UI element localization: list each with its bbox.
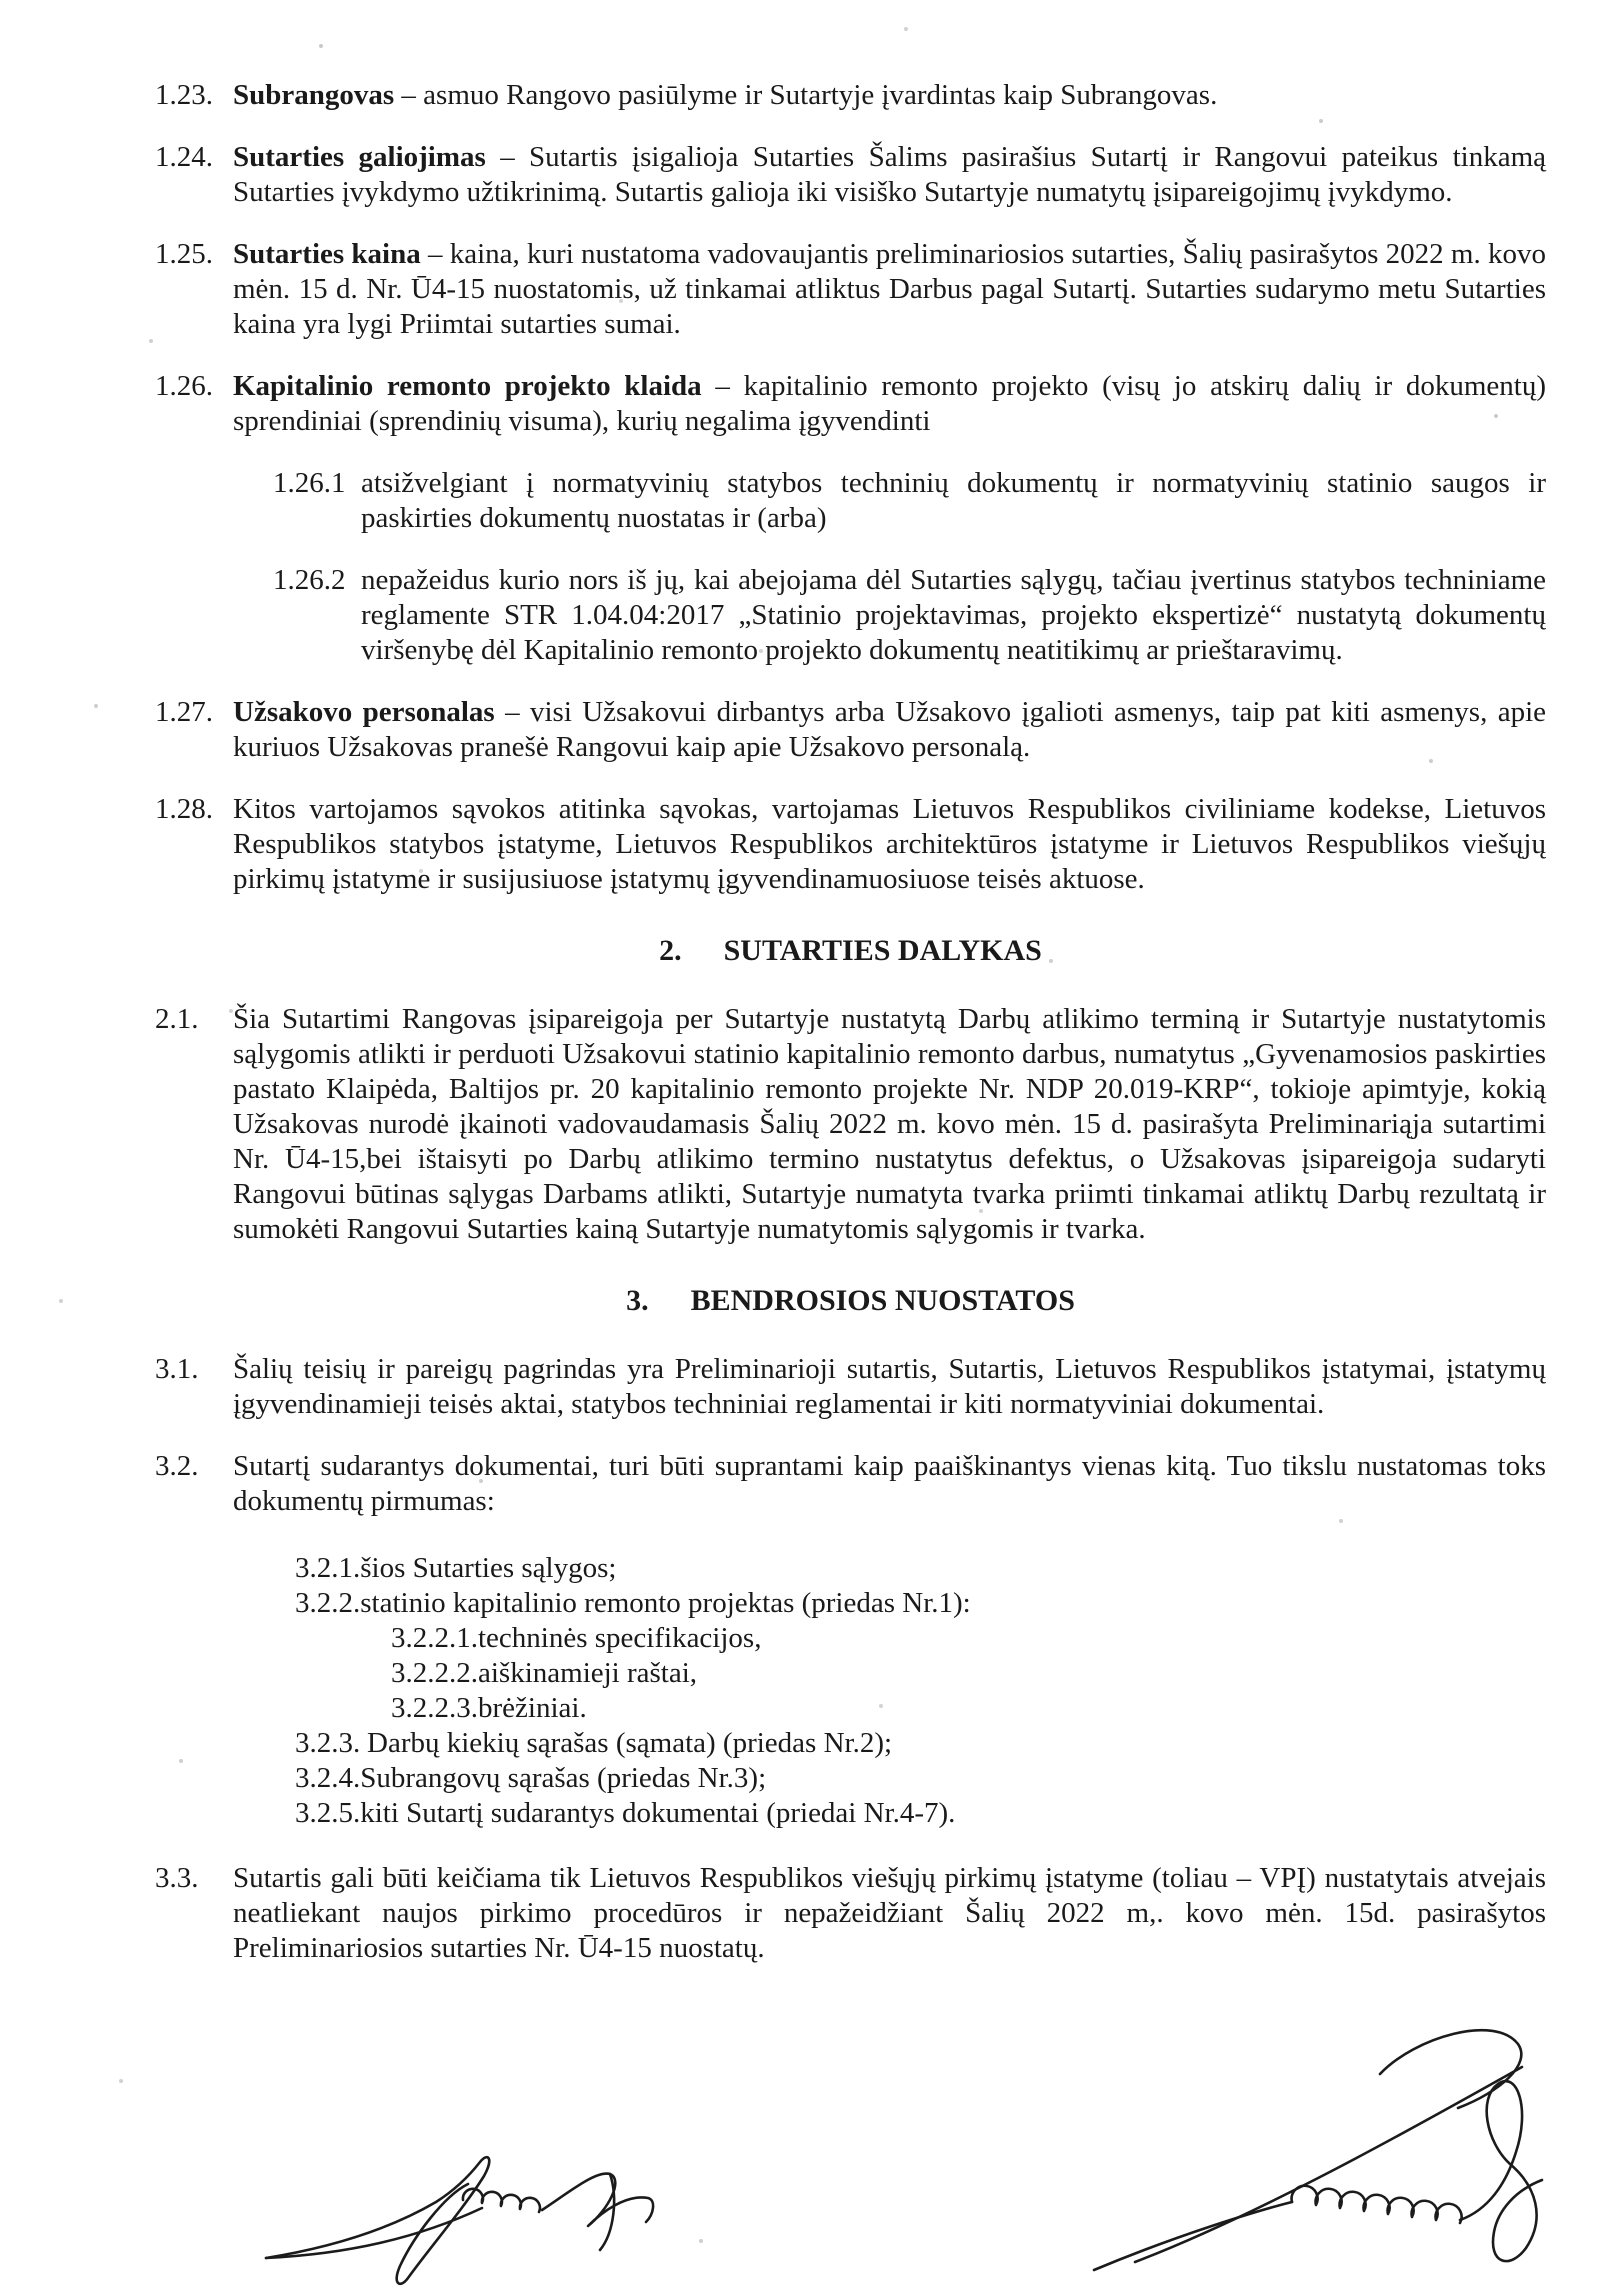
clause-text: – visi Užsakovui dirbantys arba Užsakovo įgalioti asmenys, taip pat kiti asmenys, apie kuriuos Užsakovas pranešė Rangovui kaip apie Užsakovo personalą. <box>233 696 1547 763</box>
list-item-3-2-3 <box>295 1726 1546 1761</box>
clause-1-24 <box>155 140 1546 210</box>
clause-number: 3.2. <box>155 1450 199 1482</box>
clause-3-2 <box>155 1449 1546 1519</box>
clause-text: Kitos vartojamos sąvokos atitinka sąvokas, vartojamas Lietuvos Respublikos civiliniame kodekse, Lietuvos Respublikos statybos įstatyme, Lietuvos Respublikos architektūros įstatyme ir Lietuvos Respublikos viešųjų pirkimų įstatyme ir susijusiuose įstatymų įgyvendinamuosiuose teisės aktuose. <box>233 793 1546 895</box>
defined-term: Subrangovas <box>233 79 395 111</box>
list-item-text: aiškinamieji raštai, <box>478 1657 698 1689</box>
clause-1-26-2 <box>273 563 1546 668</box>
clause-3-1 <box>155 1352 1546 1422</box>
list-item-3-2-2-3 <box>391 1691 1546 1726</box>
clause-number: 3.3. <box>155 1862 199 1894</box>
list-item-text: kiti Sutartį sudarantys dokumentai (priedai Nr.4-7). <box>360 1797 956 1829</box>
list-item-text: techninės specifikacijos, <box>478 1622 762 1654</box>
clause-number: 1.24. <box>155 141 213 173</box>
clause-text: – Sutartis įsigalioja Sutarties Šalims pasirašius Sutartį ir Rangovui pateikus tinkamą Sutarties įvykdymo užtikrinimą. Sutartis galioja iki visiško Sutartyje numatytų įsipareigojimų įvykdymo. <box>233 141 1547 208</box>
signature-right-icon <box>1080 2012 1580 2287</box>
clause-number: 2.1. <box>155 1003 199 1035</box>
list-item-3-2-2-1 <box>391 1621 1546 1656</box>
clause-text: – asmuo Rangovo pasiūlyme ir Sutartyje įvardintas kaip Subrangovas. <box>401 79 1218 111</box>
clause-text: – kapitalinio remonto projekto (visų jo atskirų dalių ir dokumentų) sprendiniai (sprendinių visuma), kurių negalima įgyvendinti <box>233 370 1546 437</box>
list-item-number: 3.2.4. <box>295 1762 361 1794</box>
section-title: SUTARTIES DALYKAS <box>723 934 1042 967</box>
list-item-3-2-1 <box>295 1551 1546 1586</box>
section-heading-2 <box>155 933 1546 968</box>
clause-number: 1.27. <box>155 696 213 728</box>
clause-1-28 <box>155 792 1546 897</box>
clause-number: 1.28. <box>155 793 213 825</box>
clause-number: 3.1. <box>155 1353 199 1385</box>
clause-1-26-1 <box>273 466 1546 536</box>
list-item-number: 3.2.3. <box>295 1727 361 1759</box>
list-item-3-2-2-2 <box>391 1656 1546 1691</box>
clause-text: nepažeidus kurio nors iš jų, kai abejojama dėl Sutarties sąlygų, tačiau įvertinus statybos techniniame reglamente STR 1.04.04:2017 „Statinio projektavimas, projekto ekspertizė“ nustatytą dokumentų viršenybę dėl Kapitalinio remonto projekto dokumentų neatitikimų ar prieštaravimų. <box>361 564 1546 666</box>
defined-term: Sutarties galiojimas <box>233 141 486 173</box>
clause-text: Sutartį sudarantys dokumentai, turi būti suprantami kaip paaiškinantys vienas kitą. Tuo tikslu nustatomas toks dokumentų pirmumas: <box>233 1450 1546 1517</box>
clause-number: 1.26.2 <box>273 564 346 596</box>
section-title: BENDROSIOS NUOSTATOS <box>690 1284 1075 1317</box>
list-item-number: 3.2.5. <box>295 1797 361 1829</box>
document-priority-list <box>155 1551 1546 1831</box>
clause-1-25 <box>155 237 1546 342</box>
list-item-3-2-4 <box>295 1761 1546 1796</box>
clause-text: Šia Sutartimi Rangovas įsipareigoja per Sutartyje nustatytą Darbų atlikimo terminą ir Sutartyje nustatytomis sąlygomis atlikti ir perduoti Užsakovui statinio kapitalinio remonto darbus, numatytus „Gyvenamosios paskirties pastato Klaipėda, Baltijos pr. 20 kapitalinio remonto projekte Nr. NDP 20.019-KRP“, tokioje apimtyje, kokią Užsakovas nurodė įkainoti vadovaudamasis Šalių 2022 m. kovo mėn. 15 d. pasirašyta Preliminariąja sutartimi Nr. Ū4-15,bei ištaisyti po Darbų atlikimo termino nustatytus defektus, o Užsakovas įsipareigoja sudaryti Rangovui būtinas sąlygas Darbams atlikti, Sutartyje numatyta tvarka priimti tinkamai atliktų Darbų rezultatą ir sumokėti Rangovui Sutarties kainą Sutartyje numatytomis sąlygomis ir tvarka. <box>233 1003 1546 1245</box>
clause-1-23 <box>155 78 1546 113</box>
list-item-number: 3.2.2. <box>295 1587 361 1619</box>
clause-number: 1.26. <box>155 370 213 402</box>
list-item-text: Subrangovų sąrašas (priedas Nr.3); <box>360 1762 767 1794</box>
clause-text: Sutartis gali būti keičiama tik Lietuvos Respublikos viešųjų pirkimų įstatyme (toliau – VPĮ) nustatytais atvejais neatliekant naujos pirkimo procedūros ir nepažeidžiant Šalių 2022 m,. kovo mėn. 15d. pasirašytos Preliminariosios sutarties Nr. Ū4-15 nuostatų. <box>233 1862 1546 1964</box>
defined-term: Užsakovo personalas <box>233 696 495 728</box>
list-item-text: šios Sutarties sąlygos; <box>360 1552 617 1584</box>
list-item-number: 3.2.1. <box>295 1552 361 1584</box>
clause-text: – kaina, kuri nustatoma vadovaujantis preliminariosios sutarties, Šalių pasirašytos 2022 m. kovo mėn. 15 d. Nr. Ū4-15 nuostatomis, už tinkamai atliktus Darbus pagal Sutartį. Sutarties sudarymo metu Sutarties kaina yra lygi Priimtai sutarties sumai. <box>233 238 1546 340</box>
defined-term: Kapitalinio remonto projekto klaida <box>233 370 702 402</box>
clause-text: Šalių teisių ir pareigų pagrindas yra Preliminarioji sutartis, Sutartis, Lietuvos Respublikos įstatymai, įstatymų įgyvendinamieji teisės aktai, statybos techniniai reglamentai ir kiti normatyviniai dokumentai. <box>233 1353 1546 1420</box>
list-item-3-2-5 <box>295 1796 1546 1831</box>
section-number: 2. <box>659 934 682 967</box>
list-item-number: 3.2.2.2. <box>391 1657 478 1689</box>
section-heading-3 <box>155 1283 1546 1318</box>
list-item-text: statinio kapitalinio remonto projektas (priedas Nr.1): <box>360 1587 971 1619</box>
clause-number: 1.25. <box>155 238 213 270</box>
list-item-number: 3.2.2.3. <box>391 1692 478 1724</box>
clause-number: 1.26.1 <box>273 467 346 499</box>
clause-number: 1.23. <box>155 79 213 111</box>
list-item-3-2-2 <box>295 1586 1546 1621</box>
list-item-text: brėžiniai. <box>478 1692 587 1724</box>
clause-1-26 <box>155 369 1546 439</box>
clause-3-3 <box>155 1861 1546 1966</box>
signature-left-icon <box>258 2138 668 2288</box>
clause-text: atsižvelgiant į normatyvinių statybos techninių dokumentų ir normatyvinių statinio saugos ir paskirties dokumentų nuostatas ir (arba) <box>361 467 1546 534</box>
clause-2-1 <box>155 1002 1546 1247</box>
section-number: 3. <box>626 1284 649 1317</box>
list-item-text: Darbų kiekių sąrašas (sąmata) (priedas Nr.2); <box>367 1727 893 1759</box>
clause-1-27 <box>155 695 1546 765</box>
list-item-number: 3.2.2.1. <box>391 1622 478 1654</box>
defined-term: Sutarties kaina <box>233 238 421 270</box>
